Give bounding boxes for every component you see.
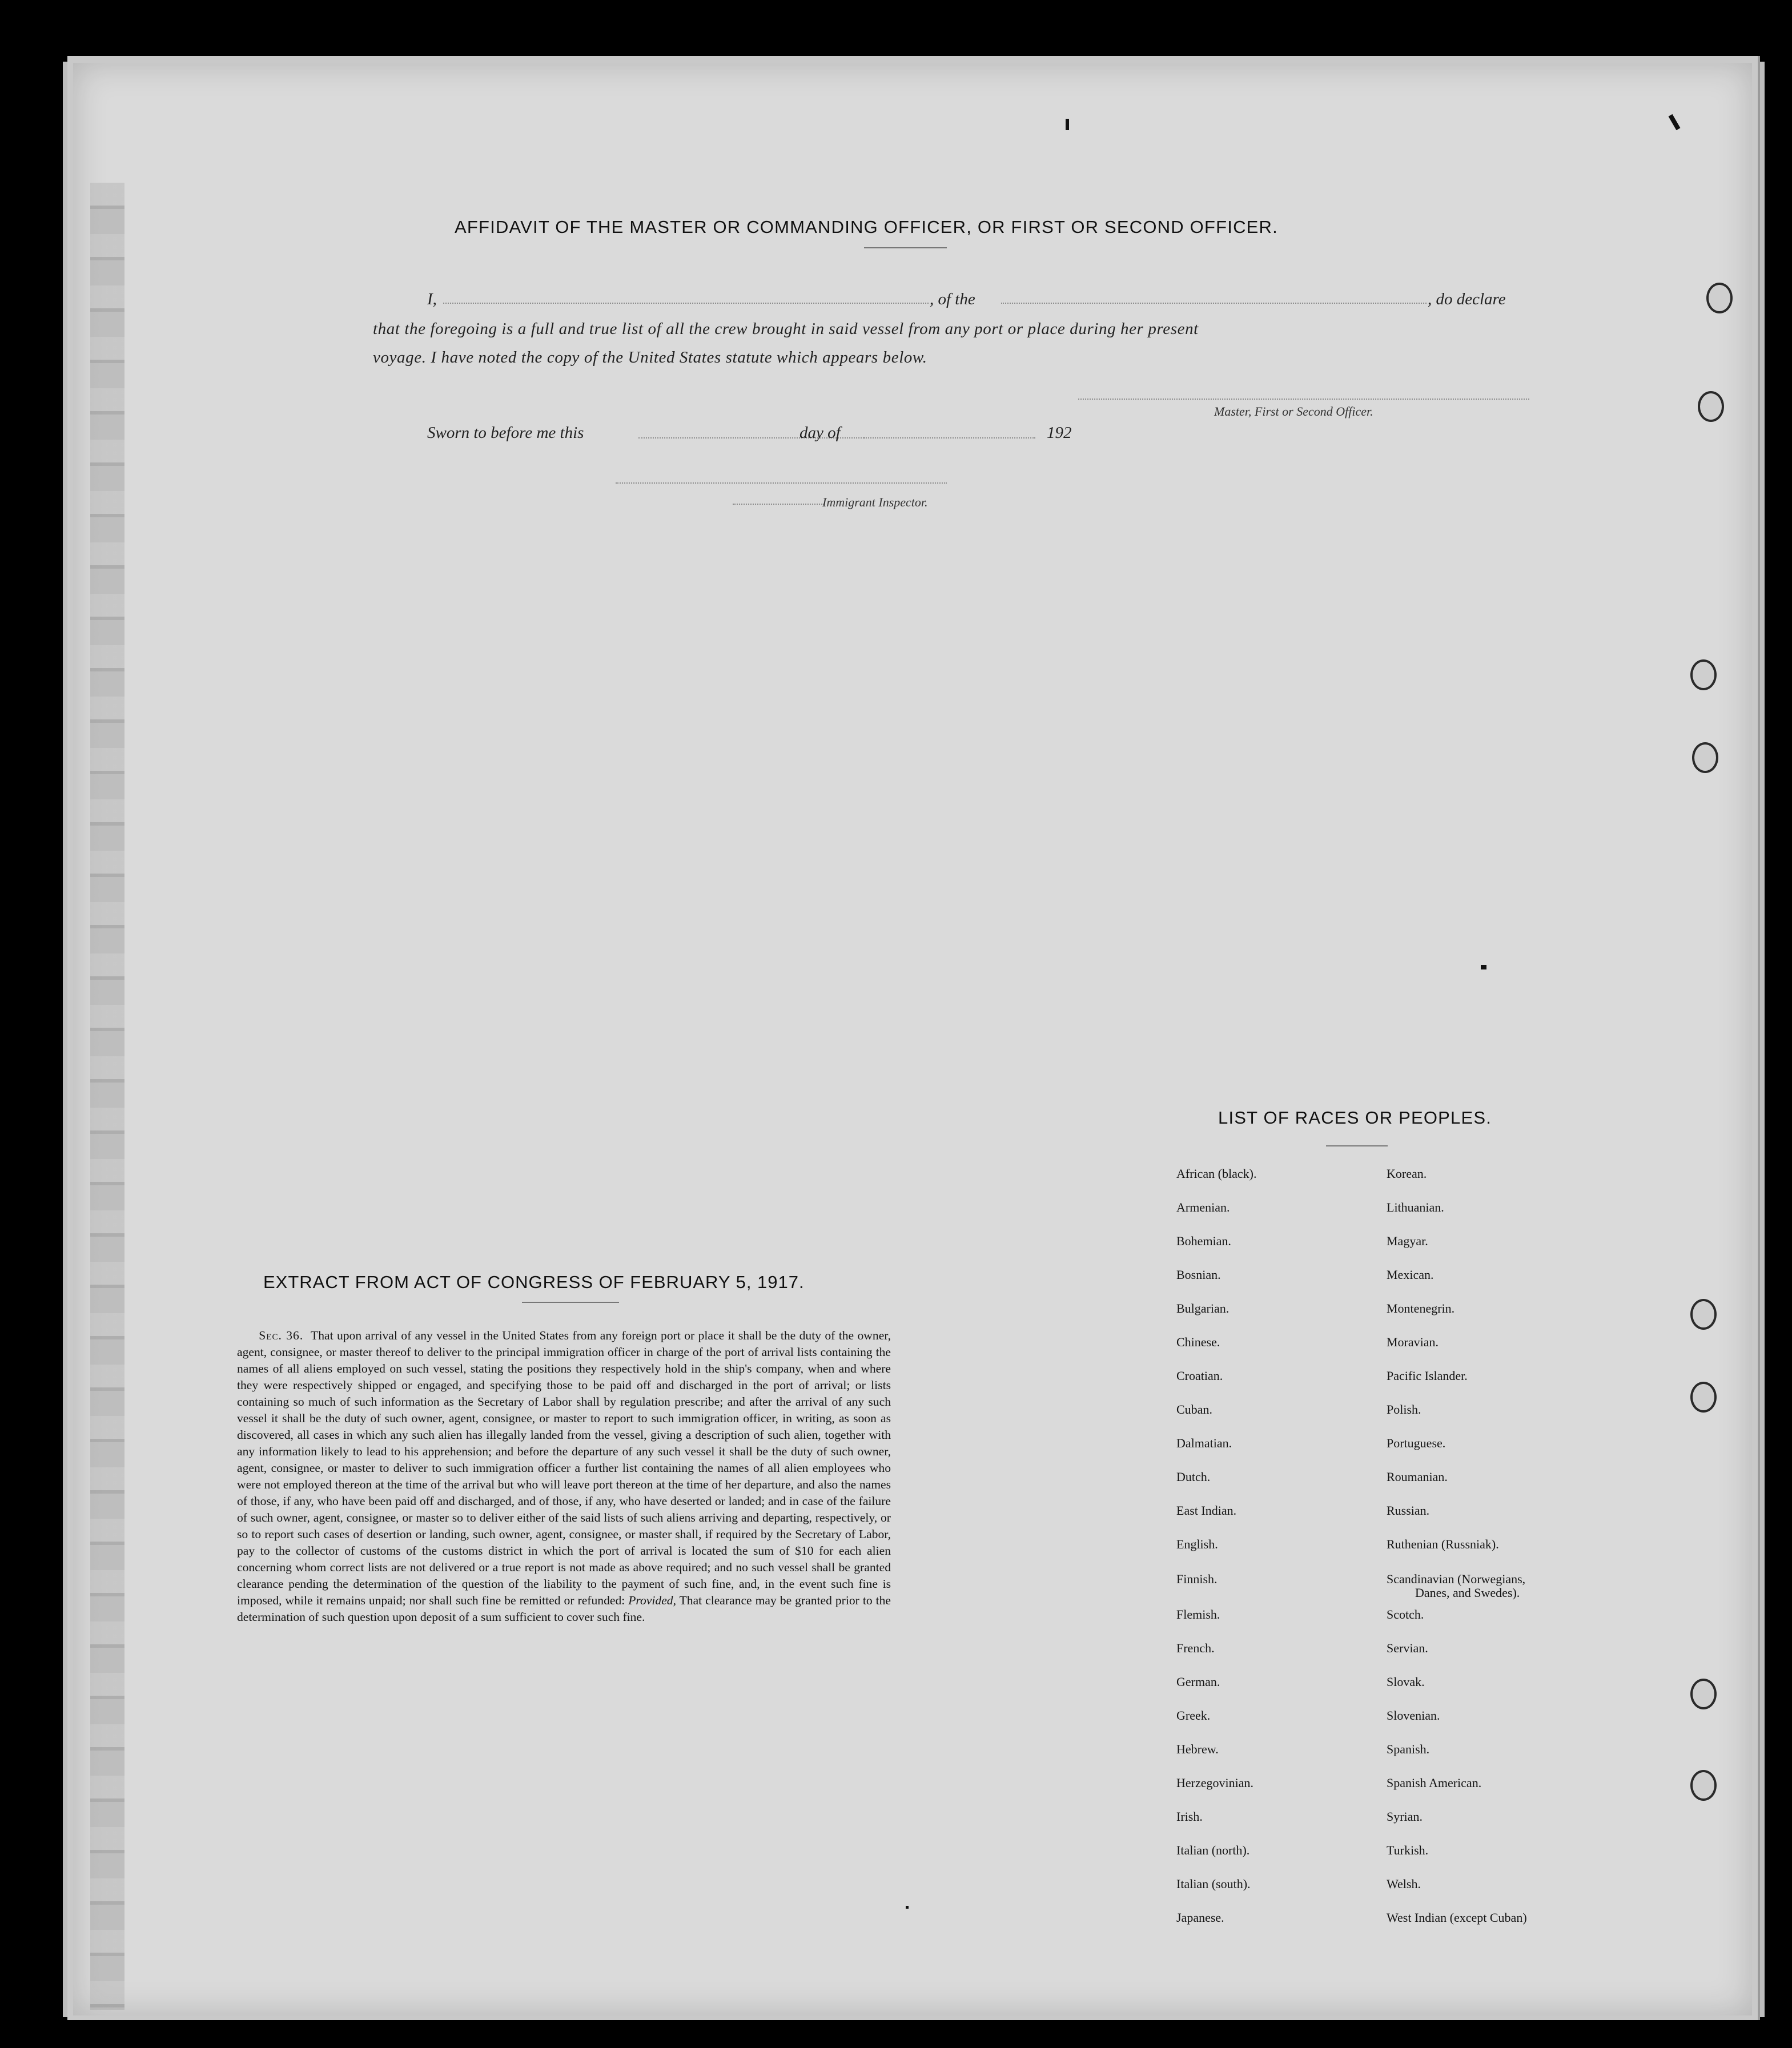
race-item: Lithuanian. (1387, 1200, 1444, 1214)
inspector-caption: Immigrant Inspector. (822, 495, 928, 509)
race-item: Russian. (1387, 1503, 1430, 1518)
race-item: Finnish. (1176, 1572, 1218, 1586)
ink-speck-icon (906, 1906, 909, 1909)
affidavit-title-rule (864, 247, 947, 248)
do-declare-text: , do declare (1428, 290, 1506, 308)
year-text: 192 (1047, 424, 1072, 442)
inspector-caption-leader (733, 504, 824, 505)
races-title-rule (1326, 1145, 1388, 1146)
race-item: Croatian. (1176, 1369, 1223, 1383)
race-item: African (black). (1176, 1166, 1257, 1181)
race-item: Chinese. (1176, 1335, 1220, 1349)
race-item: Spanish. (1387, 1742, 1430, 1756)
race-item: Italian (north). (1176, 1843, 1250, 1857)
ink-speck-icon (1669, 114, 1681, 130)
document-page (73, 63, 1752, 2015)
race-item: Pacific Islander. (1387, 1369, 1468, 1383)
punch-hole-icon (1706, 283, 1733, 313)
officer-signature-caption: Master, First or Second Officer. (1214, 404, 1373, 419)
extract-provided-text: That clearance may be granted prior to the determination of such question upon deposit of a sum sufficient to cover such fine. (237, 1594, 891, 1624)
declaration-prefix: I, (427, 290, 437, 308)
extract-provided-label: Provided, (628, 1594, 676, 1607)
race-item: English. (1176, 1537, 1218, 1551)
race-item: Armenian. (1176, 1200, 1230, 1214)
race-item: Spanish American. (1387, 1776, 1482, 1790)
race-item: Cuban. (1176, 1402, 1212, 1417)
sworn-prefix: Sworn to before me this (427, 424, 584, 442)
race-item: Bulgarian. (1176, 1301, 1230, 1315)
race-item: Danes, and Swedes). (1415, 1586, 1520, 1600)
race-item: Irish. (1176, 1809, 1203, 1824)
extract-title-rule (522, 1302, 619, 1303)
race-item: Portuguese. (1387, 1436, 1446, 1450)
affidavit-title: AFFIDAVIT OF THE MASTER OR COMMANDING OFFICER, OR FIRST OR SECOND OFFICER. (455, 217, 1278, 237)
extract-section-label: Sec. 36. (259, 1329, 304, 1342)
race-item: Polish. (1387, 1402, 1421, 1417)
ink-speck-icon (1066, 119, 1069, 130)
race-item: Scandinavian (Norwegians, (1387, 1572, 1526, 1586)
punch-hole-icon (1690, 1382, 1717, 1413)
punch-hole-icon (1690, 1299, 1717, 1330)
race-item: East Indian. (1176, 1503, 1237, 1518)
of-the-text: , of the (930, 290, 975, 308)
race-item: Mexican. (1387, 1268, 1434, 1282)
punch-hole-icon (1692, 742, 1718, 773)
sworn-month-field[interactable] (864, 437, 1035, 438)
declaration-line-3: voyage. I have noted the copy of the United States statute which appears below. (373, 348, 927, 367)
race-item: Korean. (1387, 1166, 1427, 1181)
race-item: Syrian. (1387, 1809, 1423, 1824)
race-item: Japanese. (1176, 1910, 1224, 1925)
punch-hole-icon (1698, 391, 1724, 422)
race-item: Roumanian. (1387, 1470, 1448, 1484)
races-title: LIST OF RACES OR PEOPLES. (1218, 1108, 1492, 1128)
ink-speck-icon (1481, 965, 1486, 969)
race-item: Turkish. (1387, 1843, 1429, 1857)
race-item: Bohemian. (1176, 1234, 1231, 1248)
race-item: Servian. (1387, 1641, 1428, 1655)
race-item: Magyar. (1387, 1234, 1428, 1248)
race-item: Dutch. (1176, 1470, 1211, 1484)
race-item: Flemish. (1176, 1607, 1220, 1621)
race-item: Italian (south). (1176, 1877, 1251, 1891)
race-item: Bosnian. (1176, 1268, 1221, 1282)
binding-edge (90, 183, 124, 2010)
race-item: Scotch. (1387, 1607, 1424, 1621)
race-item: Hebrew. (1176, 1742, 1219, 1756)
race-item: Ruthenian (Russniak). (1387, 1537, 1499, 1551)
race-item: Welsh. (1387, 1877, 1421, 1891)
race-item: Dalmatian. (1176, 1436, 1232, 1450)
race-item: Slovenian. (1387, 1708, 1440, 1723)
punch-hole-icon (1690, 659, 1717, 690)
race-item: West Indian (except Cuban) (1387, 1910, 1527, 1925)
vessel-field[interactable] (1001, 303, 1427, 304)
race-item: Slovak. (1387, 1675, 1425, 1689)
officer-signature-field[interactable] (1078, 399, 1529, 400)
declaration-line-2: that the foregoing is a full and true list of all the crew brought in said vessel from any port or place during her present (373, 320, 1199, 338)
race-item: German. (1176, 1675, 1220, 1689)
race-item: Moravian. (1387, 1335, 1439, 1349)
extract-title: EXTRACT FROM ACT OF CONGRESS OF FEBRUARY 5, 1917. (263, 1272, 805, 1292)
race-item: Herzegovinian. (1176, 1776, 1253, 1790)
extract-body (237, 1327, 891, 1625)
race-item: Montenegrin. (1387, 1301, 1455, 1315)
day-of-text: day of (799, 424, 841, 442)
inspector-signature-field[interactable] (616, 482, 947, 484)
punch-hole-icon (1690, 1679, 1717, 1709)
name-field[interactable] (443, 303, 929, 304)
extract-body-text: That upon arrival of any vessel in the United States from any foreign port or place it shall be the duty of the owner, agent, consignee, or master thereof to deliver to the principal immigration officer in charge of the port of arrival lists containing the names of all aliens employed on such vessel, stating the positions they respectively hold in the ship's company, when and where they were respectively shipped or engaged, and specifying those to be paid off and discharged in the port of arrival; or lists containing so much of such information as the Secretary of Labor shall by regulation prescribe; and after the arrival of any such vessel it shall be the duty of such owner, agent, consignee, or master to report to such immigration officer, in writing, as soon as discovered, all cases in which any such alien has illegally landed from the vessel, giving a description of such alien, together with any information likely to lead to his apprehension; and before the departure of any such vessel it shall be the duty of such owner, agent, consignee, or master to deliver to such immigration officer a further list containing the names of all alien employees who were not employed thereon at the time of the arrival but who will leave port thereon at the time of her departure, and also the names of those, if any, who have been paid off and discharged, and of those, if any, who have deserted or landed; and in case of the failure of such owner, agent, consignee, or master so to deliver either of the said lists of such aliens arriving and departing, respectively, or so to report such cases of desertion or landing, such owner, agent, consignee, or master shall, if required by the Secretary of Labor, pay to the collector of customs of the customs district in which the port of arrival is located the sum of $10 for each alien concerning whom correct lists are not delivered or a true report is not made as above required; and no such vessel shall be granted clearance pending the determination of the question of the liability to the payment of such fine, and, in the event such fine is imposed, while it remains unpaid; nor shall such fine be remitted or refunded: (237, 1329, 891, 1607)
punch-hole-icon (1690, 1770, 1717, 1801)
race-item: Greek. (1176, 1708, 1211, 1723)
race-item: French. (1176, 1641, 1215, 1655)
